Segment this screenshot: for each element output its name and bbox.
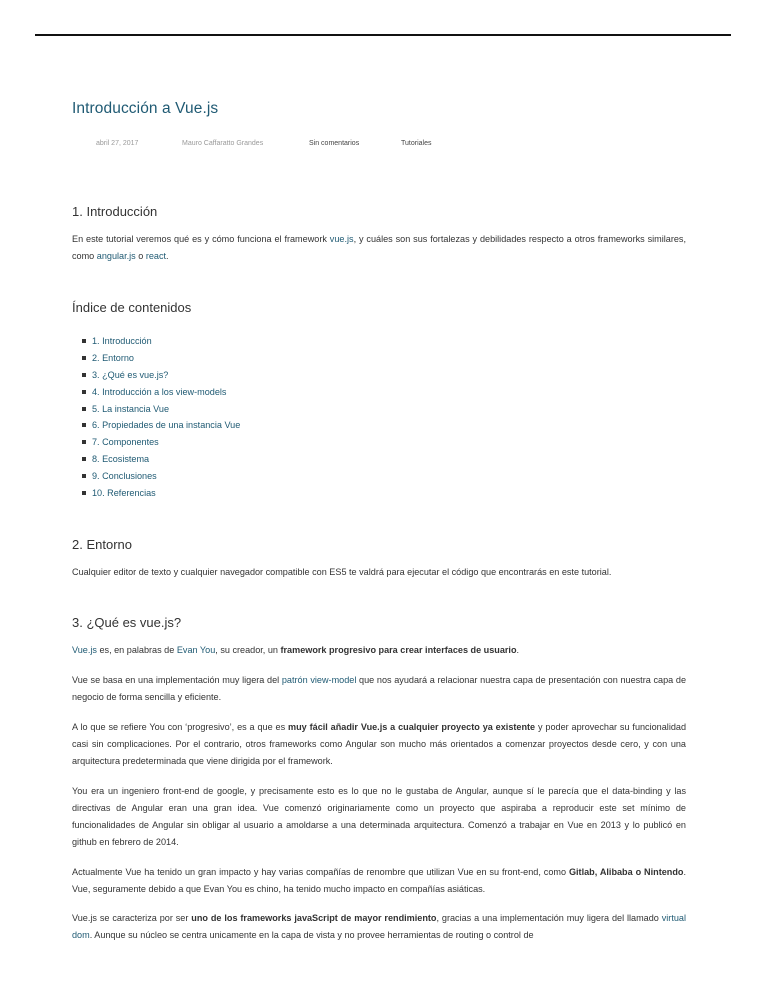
post-date[interactable]: abril 27, 2017 <box>96 140 139 147</box>
toc-link[interactable]: 7. Componentes <box>92 437 159 448</box>
que-es-paragraph-5 <box>72 864 686 898</box>
text: Vue se basa en una implementación muy ligera del <box>72 675 282 685</box>
toc-link[interactable]: 1. Introducción <box>92 336 152 346</box>
intro-paragraph <box>72 231 686 265</box>
text: o <box>135 251 146 261</box>
text: Actualmente Vue ha tenido un gran impacto y hay varias compañías de renombre que utilizan Vue en su front-end, como <box>72 867 569 877</box>
vuejs-link[interactable]: Vue.js <box>72 645 97 655</box>
entorno-paragraph: Cualquier editor de texto y cualquier navegador compatible con ES5 te valdrá para ejecutar el código que encontrarás en este tutorial. <box>72 567 612 577</box>
view-model-link[interactable]: patrón view-model <box>281 675 357 685</box>
section-heading-entorno: 2. Entorno <box>72 537 132 552</box>
toc-link[interactable]: 8. Ecosistema <box>92 454 150 465</box>
bullet-icon <box>82 423 86 427</box>
angularjs-link[interactable]: angular.js <box>96 251 136 261</box>
toc-item <box>72 401 240 418</box>
bold-text: Gitlab, Alibaba o Nintendo <box>568 867 684 877</box>
toc-item <box>72 384 240 401</box>
page-title[interactable]: Introducción a Vue.js <box>72 100 219 117</box>
text: , gracias a una implementación muy ligera del llamado <box>436 913 662 923</box>
text: . <box>516 645 520 655</box>
bullet-icon <box>82 440 86 444</box>
bullet-icon <box>82 373 86 377</box>
bullet-icon <box>82 390 86 394</box>
comments-link[interactable]: Sin comentarios <box>309 140 360 147</box>
toc-item <box>72 367 240 384</box>
text: , su creador, un <box>215 645 281 655</box>
evan-you-link[interactable]: Evan You <box>176 645 216 655</box>
bullet-icon <box>82 407 86 411</box>
text: . Vue, seguramente debido a que Evan You es chino, ha tenido mucho impacto en compañías asiáticas. <box>72 867 686 894</box>
toc-heading: Índice de contenidos <box>72 300 192 315</box>
toc-item <box>72 468 240 485</box>
text: Vue.js se caracteriza por ser <box>72 913 192 923</box>
text: . <box>166 251 169 261</box>
text: . Aunque su núcleo se centra unicamente en la capa de vista y no provee herramientas de routing o control de <box>89 930 534 940</box>
bold-text: framework progresivo para crear interfaces de usuario <box>280 645 517 655</box>
text: A lo que se refiere You con ‘progresivo’, es a que es <box>72 722 289 732</box>
bullet-icon <box>82 491 86 495</box>
toc-link[interactable]: 5. La instancia Vue <box>92 403 170 414</box>
toc-item <box>72 451 240 468</box>
toc-link[interactable]: 9. Conclusiones <box>92 471 157 482</box>
toc-item <box>72 434 240 451</box>
toc-item <box>72 333 240 350</box>
text: y poder aprovechar su funcionalidad casi sin complicaciones. Por el contrario, otros frameworks como Angular son mucho más orientados a comenzar proyectos desde cero, y con una arquitectura predeterminada que viene dirigida por el framework. <box>72 722 687 766</box>
toc-link[interactable]: 6. Propiedades de una instancia Vue <box>92 420 241 431</box>
que-es-paragraph-6 <box>72 910 686 944</box>
que-es-paragraph-2 <box>72 672 686 706</box>
toc-link[interactable]: 2. Entorno <box>92 352 134 363</box>
que-es-paragraph-3 <box>72 719 686 770</box>
toc-item <box>72 485 240 502</box>
toc-link[interactable]: 4. Introducción a los view-models <box>92 386 227 397</box>
bold-text: muy fácil añadir Vue.js a cualquier proyecto ya existente <box>288 722 536 732</box>
section-heading-que-es: 3. ¿Qué es vue.js? <box>72 615 182 630</box>
top-rule <box>35 34 731 36</box>
react-link[interactable]: react <box>145 251 167 261</box>
toc-item <box>72 417 240 434</box>
bullet-icon <box>82 339 86 343</box>
bullet-icon <box>82 474 86 478</box>
table-of-contents <box>72 333 240 502</box>
text: , y cuáles son sus fortalezas y debilidades respecto a otros frameworks similares, como <box>72 234 686 261</box>
bullet-icon <box>82 356 86 360</box>
text: es, en palabras de <box>96 645 177 655</box>
virtual-dom-link[interactable]: virtual dom <box>72 913 686 940</box>
text: En este tutorial veremos qué es y cómo funciona el framework <box>72 234 330 244</box>
text: que nos ayudará a relacionar nuestra capa de presentación con nuestra capa de negocio de forma sencilla y eficiente. <box>72 675 686 702</box>
que-es-paragraph-4: You era un ingeniero front-end de google, y precisamente esto es lo que no le gustaba de Angular, aunque sí le parecía que el data-binding y las directivas de Angular eran una gran idea. Vue comenzó originariamente como un proyecto que aspiraba a reproducir este set mínimo de funcionalidades de Angular sin obligar al usuario a amoldarse a una determinada arquitectura. Comenzó a trabajar en Vue en 2013 y lo publicó en github en febrero de 2014. <box>72 786 686 847</box>
que-es-paragraph-1 <box>72 642 686 659</box>
category-link[interactable]: Tutoriales <box>401 140 432 147</box>
post-author[interactable]: Mauro Caffaratto Grandes <box>182 140 264 147</box>
toc-link[interactable]: 10. Referencias <box>92 488 156 499</box>
toc-item <box>72 350 240 367</box>
section-heading-introduccion: 1. Introducción <box>72 204 158 219</box>
bold-text: uno de los frameworks javaScript de mayor rendimiento <box>191 913 437 923</box>
toc-link[interactable]: 3. ¿Qué es vue.js? <box>92 369 169 380</box>
bullet-icon <box>82 457 86 461</box>
vuejs-link[interactable]: vue.js <box>329 234 354 244</box>
